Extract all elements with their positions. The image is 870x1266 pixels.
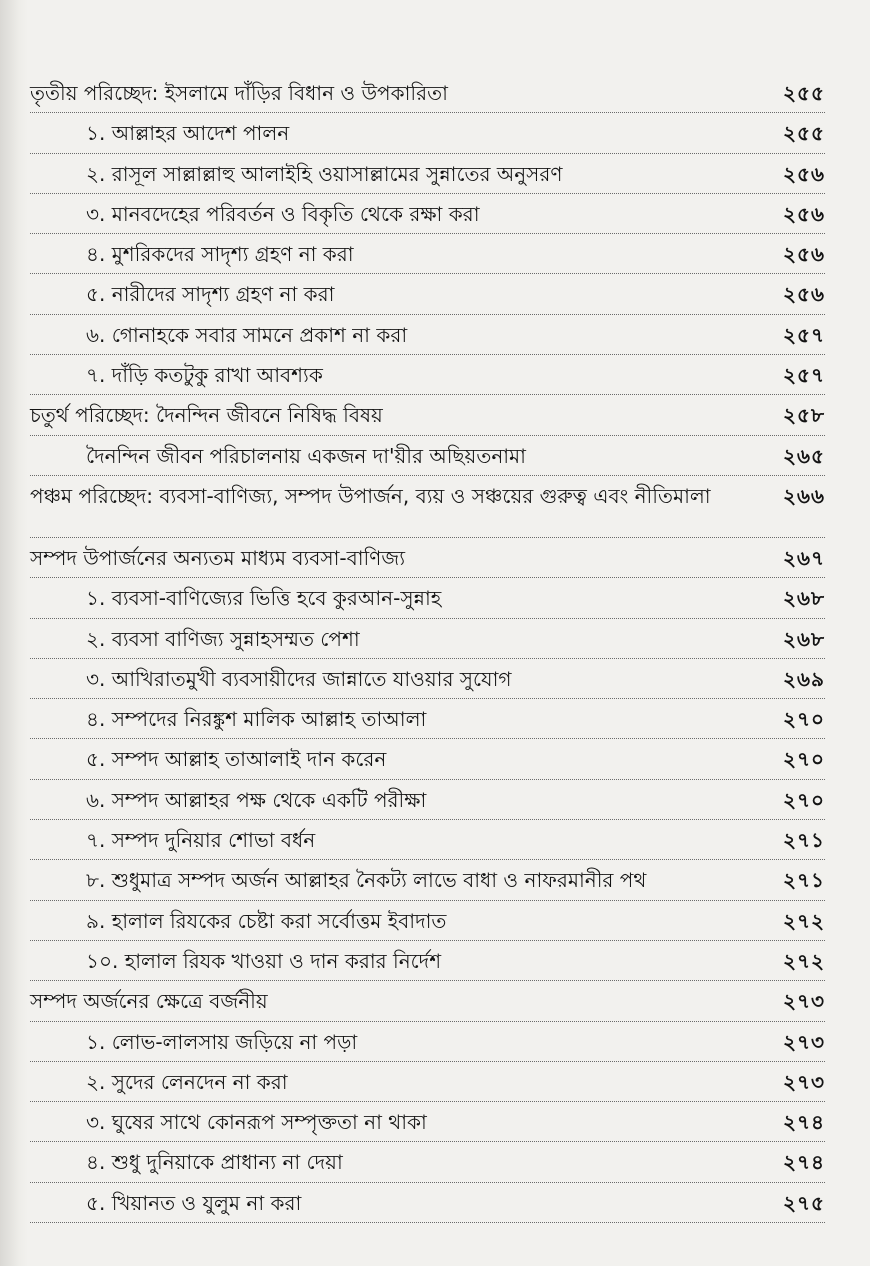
toc-entry-title: ৯. হালাল রিযকের চেষ্টা করা সর্বোত্তম ইবাদাত [86, 908, 447, 933]
toc-item-row [30, 659, 825, 699]
toc-entry-title: ৬. সম্পদ আল্লাহর পক্ষ থেকে একটি পরীক্ষা [86, 787, 427, 812]
toc-entry-title: ৭. সম্পদ দুনিয়ার শোভা বর্ধন [86, 828, 316, 853]
toc-entry-title: ২. ব্যবসা বাণিজ্য সুন্নাহসম্মত পেশা [86, 626, 360, 651]
toc-entry-title: পঞ্চম পরিচ্ছেদ: ব্যবসা-বাণিজ্য, সম্পদ উপার্জন, ব্যয় ও সঞ্চয়ের গুরুত্ব এবং নীতিমালা [30, 483, 711, 508]
toc-item-row [30, 739, 825, 779]
toc-item-row [30, 941, 825, 981]
toc-page-number: ২৭৪ [783, 1110, 825, 1135]
toc-item-row [30, 860, 825, 900]
toc-entry-title: ৩. আখিরাতমুখী ব্যবসায়ীদের জান্নাতে যাওয়ার সুযোগ [86, 666, 512, 691]
toc-item-row [30, 780, 825, 820]
toc-entry-title: চতুর্থ পরিচ্ছেদ: দৈনন্দিন জীবনে নিষিদ্ধ বিষয় [30, 403, 383, 428]
table-of-contents [30, 73, 825, 1223]
toc-item-row [30, 194, 825, 234]
toc-item-row [30, 113, 825, 153]
toc-page-number: ২৭৩ [782, 1069, 825, 1094]
toc-item-row [30, 355, 825, 395]
toc-section-row [30, 476, 825, 538]
toc-entry-title: ১. লোভ-লালসায় জড়িয়ে না পড়া [86, 1029, 358, 1054]
toc-item-row [30, 274, 825, 314]
toc-entry-title: ১. আল্লাহর আদেশ পালন [86, 121, 290, 146]
toc-entry-title: ৫. সম্পদ আল্লাহ তাআলাই দান করেন [86, 747, 387, 772]
toc-page-number: ২৭৪ [783, 1150, 825, 1175]
toc-item-row [30, 1142, 825, 1182]
toc-entry-title: তৃতীয় পরিচ্ছেদ: ইসলামে দাঁড়ির বিধান ও উপকারিতা [30, 81, 448, 105]
toc-entry-title: ৩. ঘুষের সাথে কোনরূপ সম্পৃক্ততা না থাকা [86, 1110, 427, 1135]
toc-page-number: ২৭০ [782, 707, 825, 732]
toc-item-row [30, 619, 825, 659]
toc-item-row [30, 1102, 825, 1142]
toc-page-number: ২৫৫ [783, 121, 825, 146]
toc-entry-title: ১০. হালাল রিযক খাওয়া ও দান করার নির্দেশ [86, 948, 442, 973]
toc-page-number: ২৫৬ [783, 242, 825, 267]
toc-page-number: ২৭০ [782, 787, 825, 812]
toc-page-number: ২৫৬ [783, 282, 825, 307]
toc-page-number: ২৭২ [782, 948, 825, 973]
toc-item-row [30, 699, 825, 739]
toc-page-number: ২৭৩ [782, 1029, 825, 1054]
toc-page-number: ২৬৮ [783, 586, 825, 611]
toc-page-number: ২৫৭ [783, 363, 825, 388]
toc-section-row [30, 395, 825, 435]
toc-entry-title: ৮. শুধুমাত্র সম্পদ অর্জন আল্লাহর নৈকট্য লাভে বাধা ও নাফরমানীর পথ [86, 868, 647, 893]
toc-page-number: ২৫৬ [783, 201, 825, 226]
toc-page-number: ২৫৭ [783, 322, 825, 347]
toc-item-row [30, 1022, 825, 1062]
toc-item-row [30, 820, 825, 860]
toc-page-number: ২৭৩ [782, 989, 825, 1014]
toc-entry-title: ২. রাসূল সাল্লাল্লাহু আলাইহি ওয়াসাল্লামের সুন্নাতের অনুসরণ [86, 161, 563, 186]
toc-item-row [30, 1183, 825, 1223]
toc-page-number: ২৫৫ [783, 81, 825, 105]
toc-page-number: ২৬৯ [783, 666, 825, 691]
toc-page-number: ২৫৬ [783, 161, 825, 186]
toc-page-number: ২৫৮ [783, 403, 825, 428]
toc-item-row [30, 436, 825, 476]
toc-entry-title: ৫. নারীদের সাদৃশ্য গ্রহণ না করা [86, 282, 335, 307]
toc-entry-title: ৫. খিয়ানত ও যুলুম না করা [86, 1190, 302, 1215]
toc-page-number: ২৬৫ [783, 443, 825, 468]
toc-page-number: ২৬৭ [782, 545, 825, 570]
toc-item-row [30, 1062, 825, 1102]
toc-page-number: ২৬৮ [783, 626, 825, 651]
toc-section-row [30, 981, 825, 1021]
toc-page-number: ২৭১ [783, 868, 825, 893]
toc-item-row [30, 578, 825, 618]
toc-entry-title: ৪. মুশরিকদের সাদৃশ্য গ্রহণ না করা [86, 242, 354, 267]
toc-entry-title: ৭. দাঁড়ি কতটুকু রাখা আবশ্যক [86, 363, 323, 388]
toc-entry-title: ৩. মানবদেহের পরিবর্তন ও বিকৃতি থেকে রক্ষা করা [86, 201, 480, 226]
toc-page-number: ২৭৫ [783, 1190, 825, 1215]
toc-section-row [30, 538, 825, 578]
page-gutter [0, 0, 28, 1266]
toc-entry-title: ২. সুদের লেনদেন না করা [86, 1069, 288, 1094]
toc-item-row [30, 901, 825, 941]
toc-section-row [30, 73, 825, 113]
toc-page-number: ২৭২ [782, 908, 825, 933]
toc-item-row [30, 154, 825, 194]
toc-page-number: ২৭০ [782, 747, 825, 772]
toc-page-number: ২৭১ [783, 828, 825, 853]
toc-entry-title: সম্পদ অর্জনের ক্ষেত্রে বর্জনীয় [30, 989, 268, 1014]
toc-entry-title: সম্পদ উপার্জনের অন্যতম মাধ্যম ব্যবসা-বাণিজ্য [30, 545, 406, 570]
toc-item-row [30, 234, 825, 274]
toc-entry-title: ৪. সম্পদের নিরঙ্কুশ মালিক আল্লাহ তাআলা [86, 707, 427, 732]
toc-entry-title: ৪. শুধু দুনিয়াকে প্রাধান্য না দেয়া [86, 1150, 343, 1175]
toc-entry-title: ৬. গোনাহকে সবার সামনে প্রকাশ না করা [86, 322, 408, 347]
toc-entry-title: ১. ব্যবসা-বাণিজ্যের ভিত্তি হবে কুরআন-সুন্নাহ [86, 586, 442, 611]
toc-page-number: ২৬৬ [782, 483, 825, 508]
toc-entry-title: দৈনন্দিন জীবন পরিচালনায় একজন দা'য়ীর অছিয়তনামা [86, 443, 526, 468]
toc-item-row [30, 315, 825, 355]
